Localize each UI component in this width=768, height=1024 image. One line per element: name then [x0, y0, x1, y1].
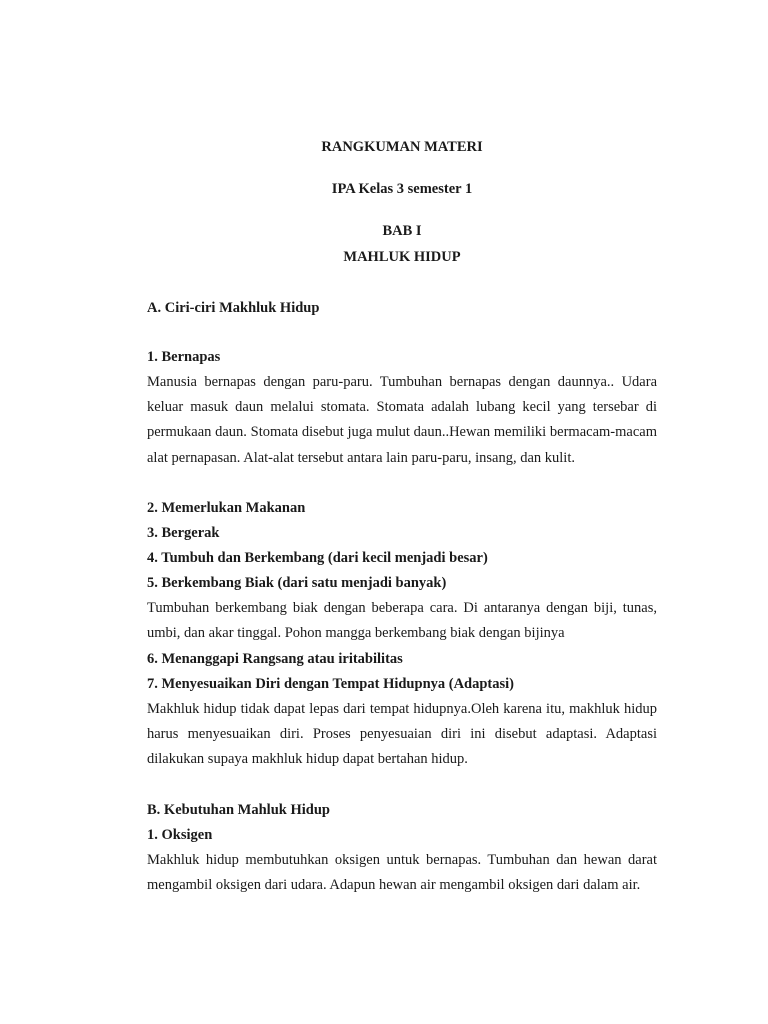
section-heading-a: A. Ciri-ciri Makhluk Hidup	[147, 300, 320, 316]
chapter-title: MAHLUK HIDUP	[343, 249, 461, 265]
item-text-adaptasi: Makhluk hidup tidak dapat lepas dari tempat hidupnya.Oleh karena itu, makhluk hidup harus menyesuaikan diri. Proses penyesuaian diri ini disebut adaptasi. Adaptasi dilakukan supaya makhluk hidup dapat bertahan hidup.	[147, 701, 657, 768]
section-heading-b: B. Kebutuhan Mahluk Hidup	[147, 802, 330, 818]
item-heading-oksigen: 1. Oksigen	[147, 827, 213, 843]
document-subtitle: IPA Kelas 3 semester 1	[331, 181, 473, 197]
item-heading-berkembang-biak: 5. Berkembang Biak (dari satu menjadi banyak)	[147, 575, 447, 591]
chapter-number: BAB I	[382, 223, 422, 239]
item-heading-bergerak: 3. Bergerak	[147, 525, 220, 541]
item-heading-tumbuh: 4. Tumbuh dan Berkembang (dari kecil menjadi besar)	[147, 550, 488, 566]
item-heading-memerlukan-makanan: 2. Memerlukan Makanan	[147, 500, 306, 516]
item-text-bernapas: Manusia bernapas dengan paru-paru. Tumbuhan bernapas dengan daunnya.. Udara keluar masuk daun melalui stomata. Stomata adalah lubang kecil yang tersebar di permukaan daun. Stomata disebut juga mulut daun..Hewan memiliki bermacam-macam alat pernapasan. Alat-alat tersebut antara lain paru-paru, insang, dan kulit.	[147, 374, 657, 466]
item-heading-menanggapi-rangsang: 6. Menanggapi Rangsang atau iritabilitas	[147, 651, 403, 667]
item-text-oksigen: Makhluk hidup membutuhkan oksigen untuk bernapas. Tumbuhan dan hewan darat mengambil oksigen dari udara. Adapun hewan air mengambil oksigen dari dalam air.	[147, 852, 657, 894]
item-heading-adaptasi: 7. Menyesuaikan Diri dengan Tempat Hidupnya (Adaptasi)	[147, 676, 515, 692]
document-title: RANGKUMAN MATERI	[321, 139, 483, 155]
item-text-berkembang-biak: Tumbuhan berkembang biak dengan beberapa cara. Di antaranya dengan biji, tunas, umbi, dan akar tinggal. Pohon mangga berkembang biak dengan bijinya	[147, 600, 657, 642]
item-heading-bernapas: 1. Bernapas	[147, 349, 221, 365]
